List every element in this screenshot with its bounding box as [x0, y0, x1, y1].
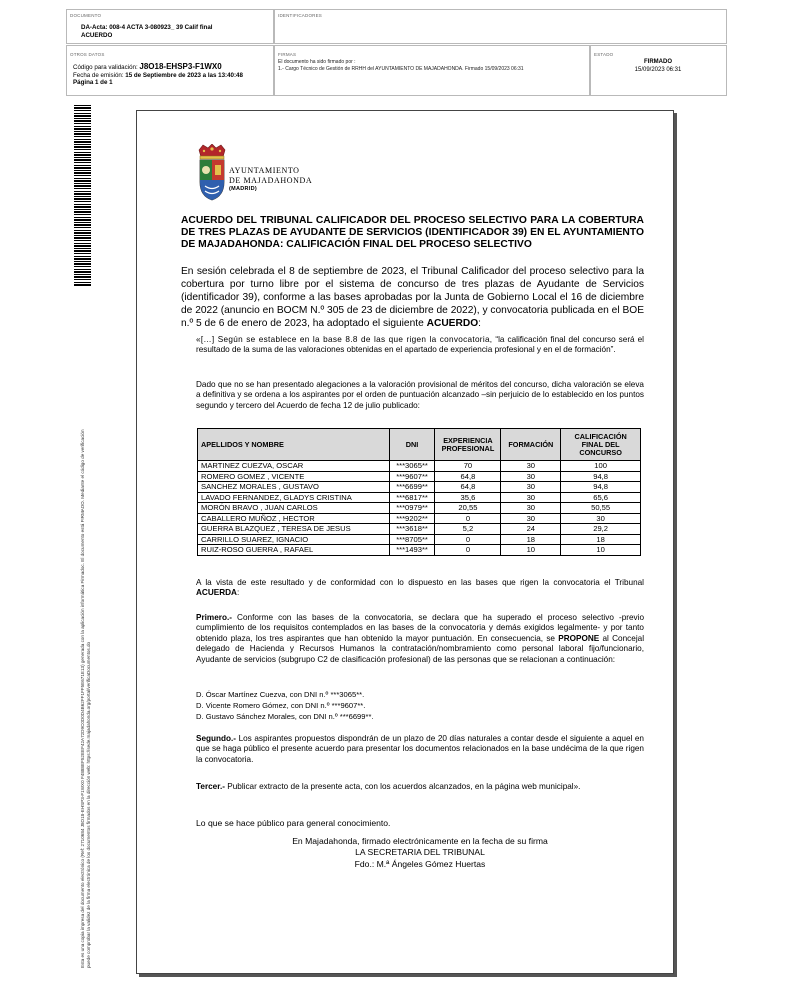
table-cell: 50,55 — [561, 503, 641, 514]
paragraph-acuerda — [196, 578, 644, 599]
pagina-count: Página 1 de 1 — [73, 79, 113, 86]
table-cell: 24 — [501, 524, 561, 535]
estado-label: ESTADO — [594, 52, 614, 57]
column-header: FORMACIÓN — [501, 429, 561, 461]
document-title: ACUERDO DEL TRIBUNAL CALIFICADOR DEL PROCESO SELECTIVO PARA LA COBERTURA DE TRES PLAZAS DE AYUDANTE DE SERVICIOS (IDENTIFICADOR 39) EN EL AYUNTAMIENTO DE MAJADAHONDA: CALIFICACIÓN FINAL DEL PROCESO SELECTIVO — [181, 215, 644, 250]
intro-acuerdo: ACUERDO — [426, 318, 479, 330]
table-cell: ROMERO GOMEZ , VICENTE — [198, 471, 390, 482]
paragraph-primero — [196, 613, 644, 665]
table-cell: ***6817** — [389, 492, 435, 503]
quote-text: “la calificación final del concurso será el resultado de la suma de las valoraciones obtenidas en el apartado de experiencia profesional y en el de formación”. — [196, 335, 644, 355]
selected-candidates-list — [196, 690, 374, 722]
table-cell: LAVADO FERNANDEZ, GLADYS CRISTINA — [198, 492, 390, 503]
table-cell: 64,8 — [435, 482, 501, 493]
table-row — [198, 534, 641, 545]
table-cell: ***1493** — [389, 545, 435, 556]
fecha-label: Fecha de emisión: — [73, 71, 124, 79]
table-cell: ***3618** — [389, 524, 435, 535]
para3-text: A la vista de este resultado y de conformidad con lo dispuesto en las bases que rigen la convocatoria el Tribunal — [196, 578, 644, 587]
firmas-line-1: El documento ha sido firmado por : — [278, 59, 356, 65]
table-cell: 0 — [435, 545, 501, 556]
intro-paragraph — [181, 265, 644, 330]
table-cell: 30 — [561, 513, 641, 524]
table-cell: 0 — [435, 534, 501, 545]
tercero-label: Tercer.- — [196, 782, 225, 791]
table-cell: 94,8 — [561, 471, 641, 482]
quote-paragraph — [196, 335, 644, 356]
table-cell: 64,8 — [435, 471, 501, 482]
column-header: EXPERIENCIA PROFESIONAL — [435, 429, 501, 461]
firmas-text — [278, 59, 588, 73]
verification-barcode — [74, 105, 91, 287]
table-cell: 30 — [501, 503, 561, 514]
table-row — [198, 545, 641, 556]
organization-name — [229, 166, 312, 195]
table-row — [198, 503, 641, 514]
table-row — [198, 461, 641, 472]
table-cell: 18 — [501, 534, 561, 545]
table-header-row — [198, 429, 641, 461]
estado-value: FIRMADO — [644, 59, 672, 65]
table-cell: 20,55 — [435, 503, 501, 514]
table-cell: CARRILLO SUAREZ, IGNACIO — [198, 534, 390, 545]
table-cell: 70 — [435, 461, 501, 472]
table-cell: 10 — [561, 545, 641, 556]
table-row — [198, 513, 641, 524]
list-item: D. Vicente Romero Gómez, con DNI n.º ***9607**. — [196, 700, 366, 710]
documento-line-2: ACUERDO — [81, 31, 113, 39]
primero-text-2: al Concejal delegado de Hacienda y Recursos Humanos la contratación/nombramiento como personal laboral fijo/funcionario, Ayudante de servicios (subgrupo C2 de clasificación profesional) de las personas que se relacionan a continuación: — [196, 633, 645, 664]
paragraph-segundo — [196, 734, 644, 765]
column-header: APELLIDOS Y NOMBRE — [198, 429, 390, 461]
tercero-text: Publicar extracto de la presente acta, con los acuerdos alcanzados, en la página web municipal». — [224, 782, 581, 791]
primero-propone: PROPONE — [558, 633, 600, 643]
table-cell: 30 — [501, 492, 561, 503]
table-cell: MORÓN BRAVO , JUAN CARLOS — [198, 503, 390, 514]
header-otros-box — [66, 45, 275, 96]
table-cell: 30 — [501, 461, 561, 472]
para3-end: : — [236, 588, 240, 598]
results-table — [197, 428, 641, 556]
table-cell: 18 — [561, 534, 641, 545]
table-row — [198, 482, 641, 493]
column-header: DNI — [389, 429, 435, 461]
header-identificadores-box — [273, 9, 727, 44]
firmas-line-2: 1.- Cargo Técnico de Gestión de RRHH del AYUNTAMIENTO DE MAJADAHONDA. Firmado 15/09/2023 06:31 — [278, 66, 524, 72]
documento-label: DOCUMENTO — [70, 13, 102, 18]
header-firmas-box — [273, 45, 591, 96]
signature-block — [196, 836, 644, 870]
otros-datos — [73, 63, 273, 87]
closing-text: Lo que se hace público para general conocimiento. — [196, 818, 391, 828]
table-row — [198, 492, 641, 503]
column-header: CALIFICACIÓN FINAL DEL CONCURSO — [561, 429, 641, 461]
verification-side-text — [80, 288, 92, 968]
table-cell: 30 — [501, 471, 561, 482]
table-cell: ***9607** — [389, 471, 435, 482]
table-cell: 94,8 — [561, 482, 641, 493]
intro-text: En sesión celebrada el 8 de septiembre de 2023, el Tribunal Calificador del proceso selectivo para la cobertura por turno libre por el sistema de concurso de tres plazas de Ayudante de Servicios (identificador 39), conforme a las bases aprobadas por la Junta de Gobierno Local el 16 de diciembre de 2022 (anuncio en BOCM N.º 305 de 23 de diciembre de 2022), y convocatoria publicada en el BOE n.º 5 de 6 de enero de 2023, ha adoptado el siguiente — [181, 266, 644, 330]
header-estado-box — [589, 45, 727, 96]
quote-lead: «[…] Según se establece en la base 8.8 de las que rigen la convocatoria, — [196, 335, 493, 344]
signature-line-1: En Majadahonda, firmado electrónicamente en la fecha de su firma — [292, 836, 548, 846]
estado-status — [590, 59, 726, 74]
table-cell: ***3065** — [389, 461, 435, 472]
side-text-line-1: Esta es una copia impresa del documento electrónico (Ref: 2710684 J8O18-EHSP3-F1WX0 F4888EF52EEF42A72D9C0D0D4B62FF1FF5E671E13) generada con la aplicación informática Firmadoc. El documento está FIRMADO. Mediante el código de verificación — [80, 429, 85, 968]
fecha-emision — [73, 72, 273, 80]
table-cell: 30 — [501, 513, 561, 524]
table-row — [198, 524, 641, 535]
primero-text-1: Conforme con las bases de la convocatoria, se declara que ha superado el proceso selectivo -previo cumplimiento de los requisitos contemplados en las bases de la convocatoria y demás exigidos legalmente- y por tanto obtenido plaza, los tres aspirantes que han obtenido la mayor puntuación. En consecuencia, se — [196, 613, 644, 643]
signature-line-3: Fdo.: M.ª Ángeles Gómez Huertas — [354, 858, 486, 869]
table-cell: ***9202** — [389, 513, 435, 524]
list-item: D. Gustavo Sánchez Morales, con DNI n.º ***6699**. — [196, 711, 374, 721]
table-cell: 29,2 — [561, 524, 641, 535]
intro-end: : — [478, 318, 481, 330]
table-cell: ***0979** — [389, 503, 435, 514]
documento-line-1: DA-Acta: 008-4 ACTA 3-080923_ 39 Calif final — [81, 24, 213, 31]
table-cell: GUERRA BLAZQUEZ , TERESA DE JESUS — [198, 524, 390, 535]
coat-of-arms-icon — [195, 144, 229, 202]
list-item: D. Óscar Martínez Cuezva, con DNI n.º ***3065**. — [196, 690, 365, 699]
table-cell: 0 — [435, 513, 501, 524]
segundo-label: Segundo.- — [196, 734, 237, 743]
codigo-validacion — [73, 63, 273, 72]
table-cell: 65,6 — [561, 492, 641, 503]
identificadores-label: IDENTIFICADORES — [278, 13, 323, 18]
segundo-text: Los aspirantes propuestos dispondrán de un plazo de 20 días naturales a contar desde el siguiente a aquel en que se haga público el presente acuerdo para presentar los documentos relacionados en la base undécima de la que rigen la convocatoria. — [196, 734, 644, 764]
header-documento-box — [66, 9, 275, 44]
codigo-label: Código para validación: — [73, 64, 138, 71]
table-row — [198, 471, 641, 482]
fecha-value: 15 de Septiembre de 2023 a las 13:40:48 — [125, 71, 243, 79]
table-cell: RUIZ-ROSO GUERRA , RAFAEL — [198, 545, 390, 556]
paragraph-tercero — [196, 782, 644, 792]
table-cell: 35,6 — [435, 492, 501, 503]
documento-title — [81, 24, 271, 39]
otros-datos-label: OTROS DATOS — [70, 52, 105, 57]
table-cell: ***6699** — [389, 482, 435, 493]
table-cell: 5,2 — [435, 524, 501, 535]
org-line-2: DE MAJADAHONDA — [229, 175, 313, 185]
table-cell: MARTINEZ CUEZVA, OSCAR — [198, 461, 390, 472]
table-cell: 10 — [501, 545, 561, 556]
table-cell: CABALLERO MUÑOZ , HECTOR — [198, 513, 390, 524]
estado-date: 15/09/2023 06:31 — [634, 66, 682, 73]
table-cell: ***8705** — [389, 534, 435, 545]
paragraph-alegaciones: Dado que no se han presentado alegaciones a la valoración provisional de méritos del concurso, dicha valoración se eleva a definitiva y se ordena a los aspirantes por el orden de puntuación alcanzado –sin perjuicio de lo establecido en los puntos segundo y tercero del Acuerdo de fecha 12 de julio publicado: — [196, 380, 644, 410]
side-text-line-2: puede comprobar la validez de la firma electrónica de los documentos firmados en la dirección web: https://sede.majadahonda.org/portal/verificaDocumentos.do — [86, 641, 91, 968]
org-line-1: AYUNTAMIENTO — [229, 166, 300, 175]
codigo-value: J8O18-EHSP3-F1WX0 — [139, 62, 222, 71]
table-cell: 100 — [561, 461, 641, 472]
org-line-3: (MADRID) — [229, 186, 258, 192]
firmas-label: FIRMAS — [278, 52, 297, 57]
para3-acuerda: ACUERDA — [196, 588, 237, 598]
table-cell: SANCHEZ MORALES , GUSTAVO — [198, 482, 390, 493]
signature-line-2: LA SECRETARIA DEL TRIBUNAL — [355, 847, 485, 858]
table-cell: 30 — [501, 482, 561, 493]
primero-label: Primero.- — [196, 613, 232, 622]
